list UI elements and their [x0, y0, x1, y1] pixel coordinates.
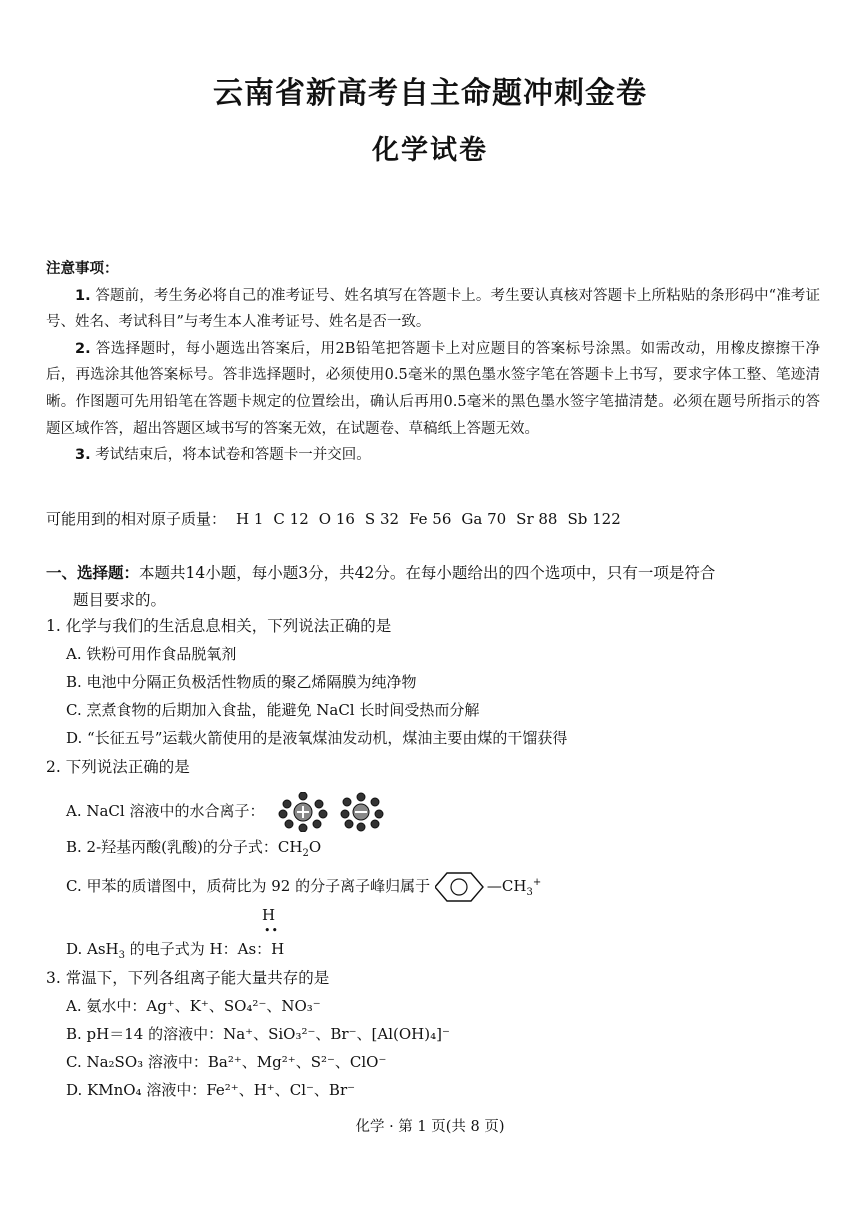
benzene-ring-icon — [435, 870, 487, 904]
q3-option-c: C. Na₂SO₃ 溶液中：Ba²⁺、Mg²⁺、S²⁻、ClO⁻ — [66, 1053, 387, 1071]
section-label: 一、选择题： — [46, 564, 140, 582]
note-num-2: 2. — [75, 340, 91, 357]
q2-option-b-pre: B. 2-羟基丙酸(乳酸)的分子式：CH — [66, 838, 303, 856]
mass-ga: Ga 70 — [461, 510, 507, 528]
hydrated-ions-icon — [275, 792, 405, 832]
exam-subject: 化学试卷 — [372, 135, 488, 166]
electron-pair-dots: •• — [264, 924, 279, 937]
q2-option-b-sub: 2 — [302, 848, 309, 859]
exam-title: 云南省新高考自主命题冲刺金卷 — [213, 76, 647, 111]
q1-option-d: D. “长征五号”运载火箭使用的是液氧煤油发动机，煤油主要由煤的干馏获得 — [66, 729, 568, 747]
q1-option-a: A. 铁粉可用作食品脱氧剂 — [66, 645, 237, 663]
q2-option-a — [66, 792, 826, 832]
mass-s: S 32 — [364, 510, 400, 528]
electron-formula-top-h: H — [262, 906, 276, 924]
q2-option-c-group: —CH — [486, 877, 527, 895]
q3-option-d: D. KMnO₄ 溶液中：Fe²⁺、H⁺、Cl⁻、Br⁻ — [66, 1081, 356, 1099]
mass-c: C 12 — [273, 510, 309, 528]
q2-option-d-as: As — [237, 940, 257, 958]
notes-block — [46, 256, 820, 469]
q2-option-c-pre: C. 甲苯的质谱图中，质荷比为 92 的分子离子峰归属于 — [66, 877, 431, 895]
section-desc: 本题共14小题，每小题3分，共42分。在每小题给出的四个选项中，只有一项是符合 — [139, 564, 716, 582]
mass-fe: Fe 56 — [409, 510, 452, 528]
q2-option-b — [66, 836, 826, 859]
q2-option-d-end: ：H — [256, 940, 285, 958]
q2-option-d-sub: 3 — [118, 950, 126, 961]
note-item-1 — [46, 283, 820, 336]
q2-option-d — [66, 938, 826, 961]
q2-option-a-text: A. NaCl 溶液中的水合离子： — [66, 802, 265, 820]
mass-o: O 16 — [318, 510, 355, 528]
q1-option-c: C. 烹煮食物的后期加入食盐，能避免 NaCl 长时间受热而分解 — [66, 701, 480, 719]
section-desc-2: 题目要求的。 — [73, 591, 167, 609]
note-text-2: 答选择题时，每小题选出答案后，用2B铅笔把答题卡上对应题目的答案标号涂黑。如需改动，用橡皮擦擦干净后，再选涂其他答案标号。答非选择题时，必须使用0.5毫米的黑色墨水签字笔在答题卡上书写，要求字体工整、笔迹清晰。作图题可先用铅笔在答题卡规定的位置绘出，确认后再用0.5毫米的黑色墨水签字笔描清楚。必须在题号所指示的答题区域作答，超出答题区域书写的答案无效，在试题卷、草稿纸上答题无效。 — [46, 340, 820, 437]
q2-option-b-post: O — [308, 838, 322, 856]
section-1-heading — [46, 560, 820, 614]
q1-stem: 1. 化学与我们的生活息息相关，下列说法正确的是 — [46, 617, 392, 635]
page-footer: 化学 · 第 1 页(共 8 页) — [355, 1119, 505, 1135]
note-item-2 — [46, 336, 820, 442]
mass-sb: Sb 122 — [567, 510, 621, 528]
mass-sr: Sr 88 — [516, 510, 558, 528]
note-num-1: 1. — [75, 287, 91, 304]
q1-option-b: B. 电池中分隔正负极活性物质的聚乙烯隔膜为纯净物 — [66, 673, 417, 691]
note-num-3: 3. — [75, 447, 91, 464]
q2-option-d-pre: D. AsH — [66, 940, 119, 958]
q3-option-b: B. pH＝14 的溶液中：Na⁺、SiO₃²⁻、Br⁻、[Al(OH)₄]⁻ — [66, 1025, 450, 1043]
atomic-masses — [46, 508, 631, 529]
note-text-3: 考试结束后，将本试卷和答题卡一并交回。 — [95, 447, 371, 464]
q2-option-c — [66, 870, 826, 904]
q3-option-a: A. 氨水中：Ag⁺、K⁺、SO₄²⁻、NO₃⁻ — [66, 997, 321, 1015]
q2-option-d-mid: 的电子式为 H： — [125, 940, 238, 958]
q2-stem: 2. 下列说法正确的是 — [46, 758, 190, 776]
notes-heading: 注意事项： — [46, 261, 119, 277]
q3-stem: 3. 常温下，下列各组离子能大量共存的是 — [46, 969, 330, 987]
mass-h: H 1 — [236, 510, 264, 528]
note-text-1: 答题前，考生务必将自己的准考证号、姓名填写在答题卡上。考生要认真核对答题卡上所粘贴的条形码中“准考证号、姓名、考试科目”与考生本人准考证号、姓名是否一致。 — [46, 287, 820, 331]
note-item-3 — [46, 442, 820, 469]
masses-label: 可能用到的相对原子质量： — [46, 510, 227, 528]
q2-option-c-sup: + — [532, 877, 542, 888]
q2-option-c-sub: 3 — [526, 887, 533, 898]
